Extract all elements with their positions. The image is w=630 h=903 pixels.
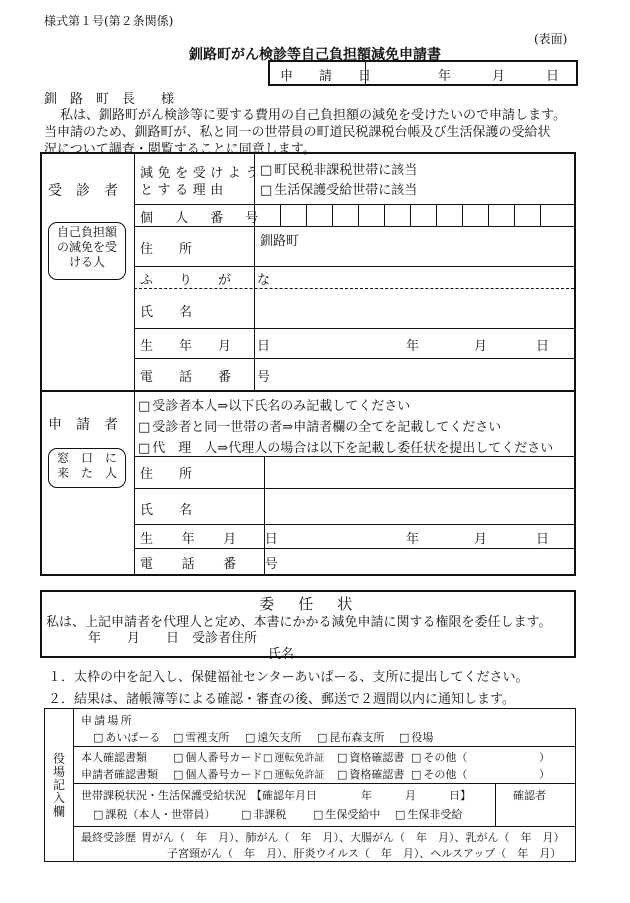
- intro-line-1: 私は、釧路町がん検診等に要する費用の自己負担額の減免を受けたいので申請します。: [60, 108, 566, 123]
- applicant-docs-mynumber[interactable]: □ 個人番号カード: [173, 766, 262, 782]
- office-side-label: 役場記入欄: [45, 709, 74, 861]
- id-docs-mynumber[interactable]: □ 個人番号カード: [173, 749, 262, 765]
- tax-taxed-checkbox[interactable]: □ 課税（本人・世帯員）: [93, 806, 215, 822]
- applicant-dob-day[interactable]: 日: [536, 532, 550, 547]
- confirmer-label: 確認者: [513, 789, 546, 802]
- addressee: 釧 路 町 長 様: [44, 92, 175, 107]
- address-label: 住 所: [140, 242, 193, 257]
- application-date-box: [268, 60, 578, 86]
- place-aiparu-checkbox[interactable]: □ あいぱーる: [93, 729, 160, 745]
- date-label: 申 請 日: [280, 69, 378, 84]
- side-label: (表面): [534, 32, 568, 46]
- phone-label: 電 話 番 号: [140, 370, 277, 385]
- reason-label-2: とする理由: [140, 183, 228, 198]
- examinee-heading: 受 診 者: [48, 183, 118, 199]
- proxy-date-line[interactable]: 年 月 日 受診者住所: [88, 631, 258, 646]
- applicant-docs-other-close: ）: [539, 768, 550, 781]
- dob-label: 生 年 月 日: [140, 339, 277, 354]
- proxy-box: [40, 590, 576, 662]
- applicant-phone-label: 電 話 番 号: [140, 557, 286, 572]
- office-use-box: [44, 708, 576, 862]
- applicant-dob-label: 生 年 月 日: [140, 532, 286, 547]
- option-proxy-checkbox[interactable]: □ 代 理 人⇒代理人の場合は以下を記載し委任状を提出してください: [138, 437, 553, 456]
- id-docs-label: 本人確認書類: [81, 751, 147, 764]
- applicant-address-label: 住 所: [140, 467, 193, 482]
- dob-month[interactable]: 月: [474, 339, 488, 354]
- proxy-title: 委 任 状: [259, 595, 357, 613]
- personal-number-boxes[interactable]: [254, 204, 574, 226]
- place-konbumori-checkbox[interactable]: □ 昆布森支所: [317, 729, 384, 745]
- last-exam-line-2[interactable]: 子宮頸がん（ 年 月）、肝炎ウイルス（ 年 月）、ヘルスアップ（ 年 月）: [167, 847, 562, 860]
- page-title: 釧路町がん検診等自己負担額減免申請書: [189, 47, 441, 63]
- welfare-receiving-checkbox[interactable]: □ 生保受給中: [313, 806, 380, 822]
- reason-non-taxable-checkbox[interactable]: □ 町民税非課税世帯に該当: [260, 159, 417, 178]
- proxy-name-line[interactable]: 氏名: [268, 647, 295, 662]
- option-self-checkbox[interactable]: □ 受診者本人⇒以下氏名のみ記載してください: [138, 395, 410, 414]
- place-office-checkbox[interactable]: □ 役場: [399, 729, 433, 745]
- intro-line-3: 況について調査・閲覧することに同意します。: [44, 142, 316, 157]
- date-month[interactable]: 月: [492, 69, 506, 84]
- place-toya-checkbox[interactable]: □ 遠矢支所: [245, 729, 301, 745]
- main-form: [40, 152, 576, 576]
- note-2: ２．結果は、諸帳簿等による確認・審査の後、郵送で２週間以内に通知します。: [48, 692, 515, 707]
- applicant-docs-other[interactable]: □ その他（: [411, 766, 467, 782]
- last-exam-label: 最終受診歴: [81, 831, 136, 844]
- date-day[interactable]: 日: [546, 69, 560, 84]
- option-household-checkbox[interactable]: □ 受診者と同一世帯の者⇒申請者欄の全てを記載してください: [138, 416, 501, 435]
- proxy-body: 私は、上記申請者を代理人と定め、本書にかかる減免申請に関する権限を委任します。: [46, 615, 552, 630]
- intro-line-2: 当申請のため、釧路町が、私と同一の世帯員の町道民税課税台帳及び生活保護の受給状: [44, 125, 551, 140]
- name-label: 氏 名: [140, 305, 193, 320]
- date-year[interactable]: 年: [438, 69, 452, 84]
- id-docs-other-close: ）: [539, 751, 550, 764]
- id-docs-qualification[interactable]: □ 資格確認書: [337, 749, 404, 765]
- reason-label-1: 減免を受けよう: [140, 166, 263, 181]
- note-1: １．太枠の中を記入し、保健福祉センターあいぱーる、支所に提出してください。: [48, 670, 529, 685]
- form-number: 様式第１号(第２条関係): [44, 14, 174, 28]
- personal-number-label: 個 人 番 号: [140, 211, 263, 226]
- applicant-docs-label: 申請者確認書類: [81, 768, 158, 781]
- tax-nontaxed-checkbox[interactable]: □ 非課税: [241, 806, 286, 822]
- applicant-docs-license[interactable]: □ 運転免許証: [263, 766, 324, 781]
- applicant-dob-year[interactable]: 年: [406, 532, 420, 547]
- applicant-name-label: 氏 名: [140, 503, 193, 518]
- applicant-heading: 申 請 者: [48, 417, 118, 433]
- place-label: 申請場所: [81, 714, 134, 727]
- dob-day[interactable]: 日: [536, 339, 550, 354]
- last-exam-line-1[interactable]: 胃がん（ 年 月）、肺がん（ 年 月）、大腸がん（ 年 月）、乳がん（ 年 月）: [141, 831, 565, 844]
- address-value[interactable]: 釧路町: [260, 234, 300, 249]
- examinee-note: 自己負担額 の減免を受 ける人: [48, 222, 126, 280]
- confirm-date[interactable]: 【確認年月日 年 月 日】: [251, 789, 471, 802]
- id-docs-other[interactable]: □ その他（: [411, 749, 467, 765]
- applicant-dob-month[interactable]: 月: [474, 532, 488, 547]
- id-docs-license[interactable]: □ 運転免許証: [263, 749, 324, 764]
- tax-status-label: 世帯課税状況・生活保護受給状況: [81, 789, 246, 802]
- welfare-not-receiving-checkbox[interactable]: □ 生保非受給: [395, 806, 462, 822]
- applicant-docs-qualification[interactable]: □ 資格確認書: [337, 766, 404, 782]
- dob-year[interactable]: 年: [406, 339, 420, 354]
- furigana-label: ふ り が な: [140, 273, 277, 288]
- place-setsuri-checkbox[interactable]: □ 雪裡支所: [173, 729, 229, 745]
- applicant-note: 窓 口 に 来 た 人: [48, 448, 126, 488]
- reason-welfare-checkbox[interactable]: □ 生活保護受給世帯に該当: [260, 179, 417, 198]
